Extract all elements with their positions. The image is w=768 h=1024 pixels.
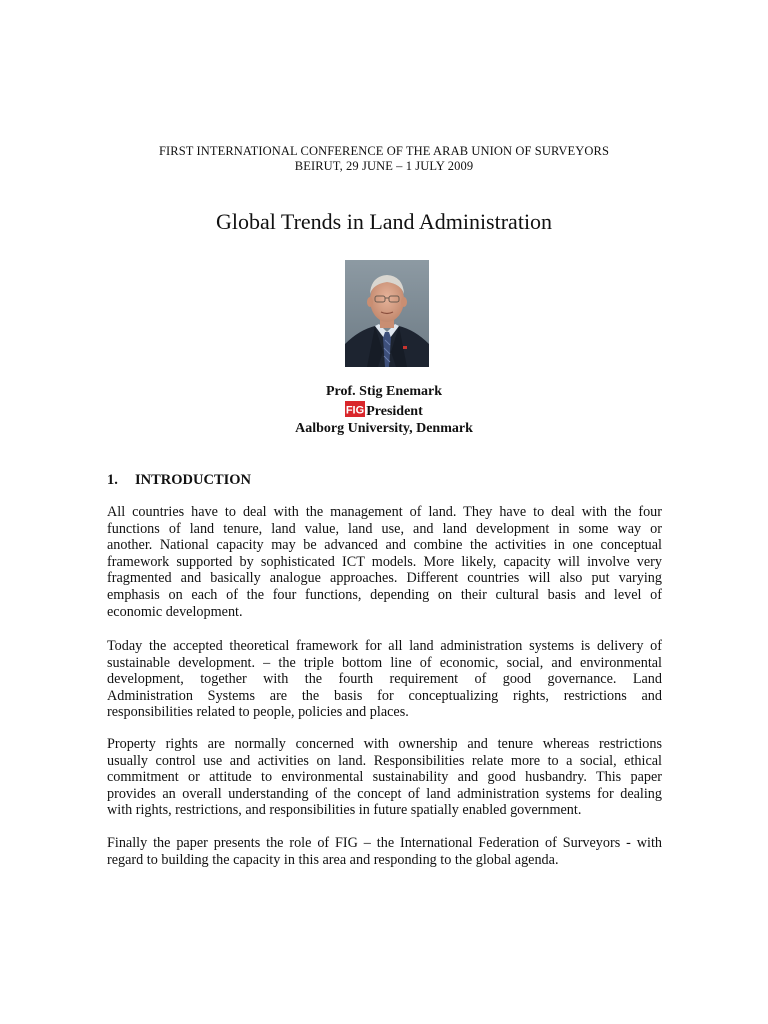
paragraph-line: another. National capacity may be advanced and combine the activities in one conceptual — [107, 537, 662, 554]
paragraph — [107, 504, 662, 620]
paragraph-line: development, together with the fourth requirement of good governance. Land — [107, 671, 662, 688]
paragraph-line: commitment or attitude to environmental sustainability and good husbandry. This paper — [107, 769, 662, 786]
paragraph-line: functions of land tenure, land value, land use, and land development in some way or — [107, 520, 662, 537]
paragraph-line: Today the accepted theoretical framework for all land administration systems is delivery of — [107, 638, 662, 654]
paragraph-line: provides an overall understanding of the concept of land administration systems for dealing — [107, 785, 662, 802]
paragraph-line: with rights, restrictions, and responsibilities in future spatially enabled government. — [107, 802, 582, 819]
fig-logo-icon — [345, 401, 365, 417]
section-title: INTRODUCTION — [135, 472, 252, 488]
paragraph-line: sustainable development. – the triple bottom line of economic, social, and environmental — [107, 654, 662, 671]
paragraph-line: Property rights are normally concerned with ownership and tenure whereas restrictions — [107, 736, 662, 752]
author-photo — [345, 260, 429, 367]
conference-header — [0, 144, 768, 174]
paragraph-line: fragmented and basically analogue approaches. Different countries will also put varying — [107, 570, 662, 587]
paragraph — [107, 736, 662, 819]
author-role: President — [366, 403, 423, 419]
section-heading — [107, 471, 251, 489]
paragraph — [107, 638, 662, 721]
fig-logo-text: FIG — [346, 404, 365, 416]
conference-place-date: BEIRUT, 29 JUNE – 1 JULY 2009 — [294, 159, 474, 173]
author-role-line — [0, 401, 768, 421]
paper-title: Global Trends in Land Administration — [215, 209, 553, 234]
paragraph-line: regard to building the capacity in this area and responding to the global agenda. — [107, 851, 559, 868]
author-name: Prof. Stig Enemark — [325, 384, 442, 399]
paragraph-line: usually control use and activities on land. Responsibilities relate more to a social, ethical — [107, 752, 662, 769]
paragraph-line: All countries have to deal with the management of land. They have to deal with the four — [107, 504, 662, 520]
paragraph-line: responsibilities related to people, policies and places. — [107, 704, 409, 721]
paragraph-line: Administration Systems are the basis for conceptualizing rights, restrictions and — [107, 687, 662, 704]
paragraph-line: Finally the paper presents the role of FIG – the International Federation of Surveyors - with — [107, 835, 662, 851]
section-number: 1. — [107, 472, 118, 488]
paragraph — [107, 835, 662, 868]
author-affiliation: Aalborg University, Denmark — [295, 421, 473, 436]
paragraph-line: economic development. — [107, 603, 243, 620]
paragraph-line: framework supported by sophisticated ICT models. More likely, capacity will involve very — [107, 553, 662, 570]
conference-name: FIRST INTERNATIONAL CONFERENCE OF THE ARAB UNION OF SURVEYORS — [158, 144, 610, 158]
author-block — [0, 383, 768, 438]
paragraph-line: emphasis on each of the four functions, depending on their cultural basis and level of — [107, 586, 662, 603]
